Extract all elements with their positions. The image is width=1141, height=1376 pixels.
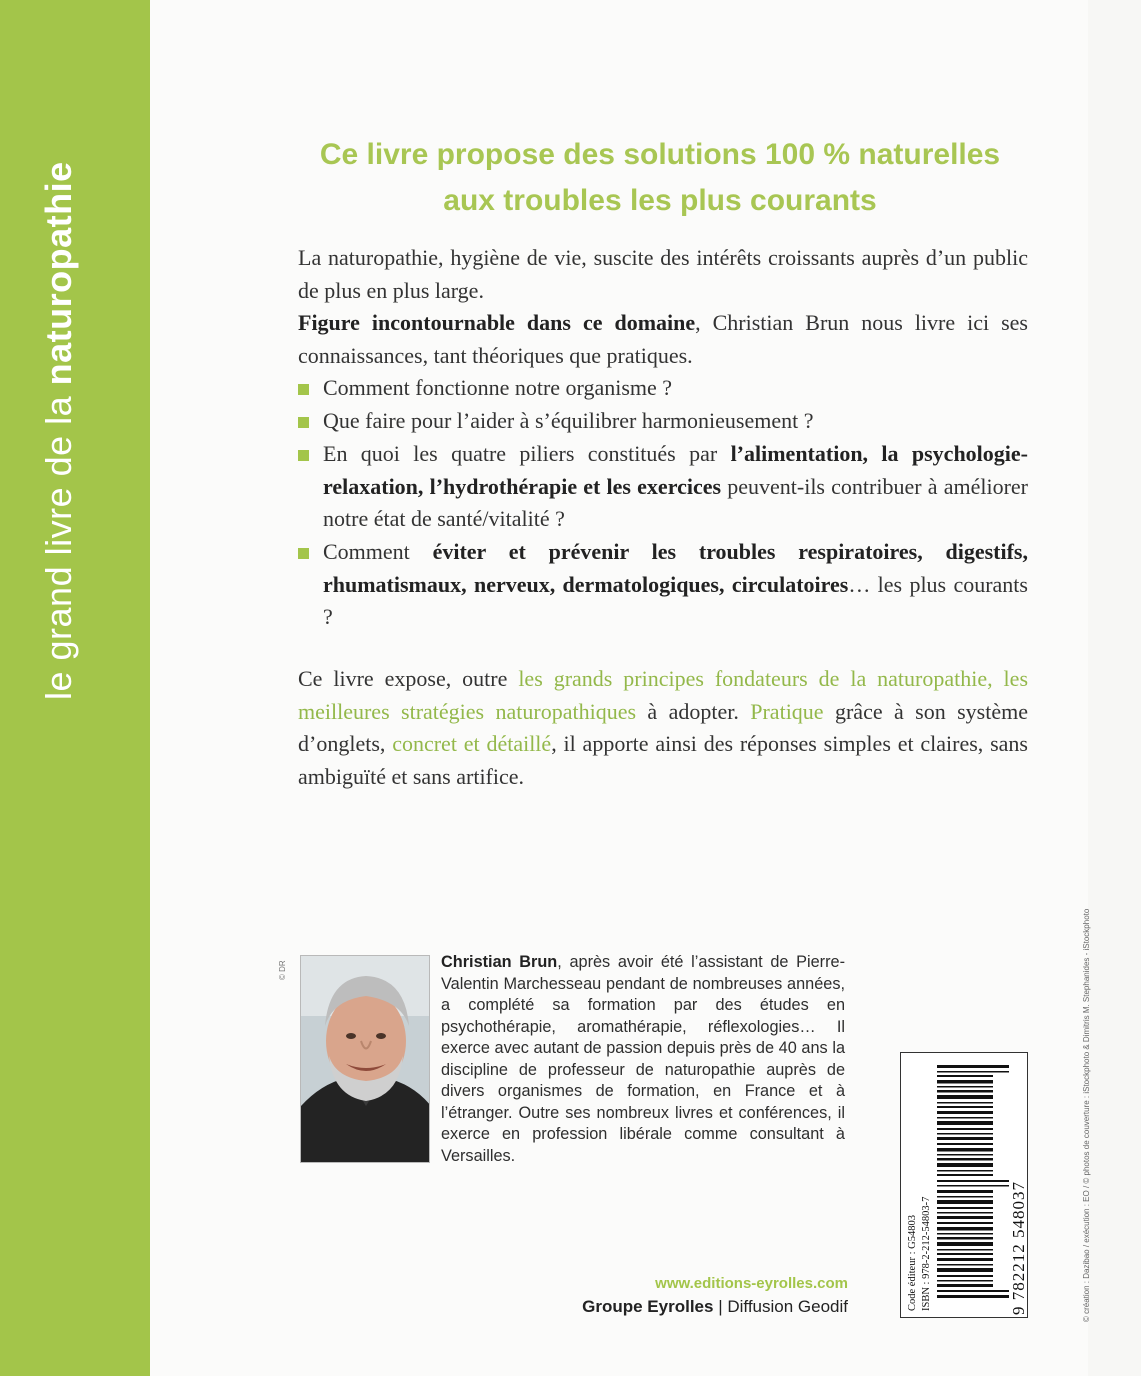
author-portrait-image bbox=[301, 956, 430, 1163]
bullet-square-icon bbox=[298, 548, 309, 559]
question-3-post: peuvent-ils contribuer à améliorer notre état de santé/vitalité ? bbox=[323, 473, 1028, 531]
intro-paragraph bbox=[298, 242, 1028, 372]
code-editeur: Code éditeur : G54803 bbox=[907, 1215, 918, 1311]
author-bio-text: , après avoir été l’assistant de Pierre-Valentin Marchesseau pendant de nombreuses années, a complété sa formation par des études en psychothérapie, aromathérapie, réflexologies… Il exerce avec autant de passion depuis près de 40 ans la discipline de professeur de naturopathie auprès de divers organismes de formation, en France et à l’étranger. Outre ses nombreux livres et conférences, il exerce en profession libérale comme consultant à Versailles. bbox=[441, 953, 846, 1165]
author-name: Christian Brun bbox=[441, 953, 558, 971]
summary-text-3: grâce à son système d’onglets, bbox=[298, 698, 1028, 756]
summary-paragraph bbox=[298, 663, 1028, 793]
summary-highlight-3: concret et détaillé bbox=[392, 731, 552, 756]
summary-text-4: , il apporte ainsi des réponses simples et claires, sans ambiguïté et sans artifice. bbox=[298, 731, 1028, 789]
summary-text-1: Ce livre expose, outre bbox=[298, 666, 519, 691]
publisher-line bbox=[560, 1297, 848, 1317]
question-3-bold: l’alimentation, la psychologie-relaxation, l’hydrothérapie et les exercices bbox=[323, 441, 1028, 499]
summary-highlight-1: les grands principes fondateurs de la naturopathie, les meilleures stratégies naturopathiques bbox=[298, 666, 1028, 724]
publisher-website: www.editions-eyrolles.com bbox=[655, 1275, 848, 1292]
list-item bbox=[298, 438, 1028, 536]
distributor-name: Diffusion Geodif bbox=[727, 1297, 848, 1316]
photo-credit: © DR bbox=[278, 960, 287, 980]
question-list bbox=[298, 372, 1028, 634]
barcode-bars bbox=[937, 1059, 1009, 1311]
headline bbox=[290, 132, 1030, 224]
intro-sentence-2-bold: Figure incontournable dans ce domaine bbox=[298, 310, 696, 335]
headline-line-2: aux troubles les plus courants bbox=[443, 184, 877, 217]
spine-band bbox=[0, 0, 150, 1376]
list-item bbox=[298, 405, 1028, 438]
question-2: Que faire pour l’aider à s’équilibrer harmonieusement ? bbox=[323, 408, 814, 433]
question-1: Comment fonctionne notre organisme ? bbox=[323, 375, 673, 400]
intro-sentence-1: La naturopathie, hygiène de vie, suscite des intérêts croissants auprès d’un public de plus en plus large. bbox=[298, 245, 1028, 303]
publisher-separator: | bbox=[713, 1297, 728, 1316]
isbn-text: ISBN : 978-2-212-54803-7 bbox=[921, 1196, 932, 1311]
question-4-bold: éviter et prévenir les troubles respiratoires, digestifs, rhumatismaux, nerveux, dermatologiques, circulatoires bbox=[323, 539, 1028, 597]
author-photo bbox=[300, 955, 430, 1163]
publisher-name: Groupe Eyrolles bbox=[582, 1297, 714, 1316]
question-4-post: … les plus courants ? bbox=[323, 571, 1028, 629]
intro-sentence-2-rest: , Christian Brun nous livre ici ses connaissances, tant théoriques que pratiques. bbox=[298, 310, 1028, 368]
barcode-digits: 9 782212 548037 bbox=[1009, 1181, 1028, 1315]
question-3-pre: En quoi les quatre piliers constitués par bbox=[323, 441, 731, 466]
spine-title-prefix: le grand livre de la bbox=[38, 385, 79, 700]
bullet-square-icon bbox=[298, 384, 309, 395]
bullet-square-icon bbox=[298, 417, 309, 428]
author-bio bbox=[441, 952, 845, 1167]
spine-title bbox=[38, 161, 80, 700]
list-item bbox=[298, 372, 1028, 405]
image-credits: © création : Dazibao / exécution : EO / © photos de couverture : iStockphoto & Dimitris M. Stephanides - iStockphoto bbox=[1082, 908, 1091, 1322]
list-item bbox=[298, 536, 1028, 634]
summary-highlight-2: Pratique bbox=[750, 698, 824, 724]
spine-title-emphasis: naturopathie bbox=[38, 161, 79, 386]
bullet-square-icon bbox=[298, 450, 309, 461]
barcode-box bbox=[900, 1052, 1028, 1318]
headline-line-1: Ce livre propose des solutions 100 % naturelles bbox=[319, 138, 1001, 171]
summary-text-2: à adopter. bbox=[636, 698, 751, 724]
question-4-pre: Comment bbox=[323, 539, 433, 564]
right-margin-strip bbox=[1088, 0, 1141, 1376]
